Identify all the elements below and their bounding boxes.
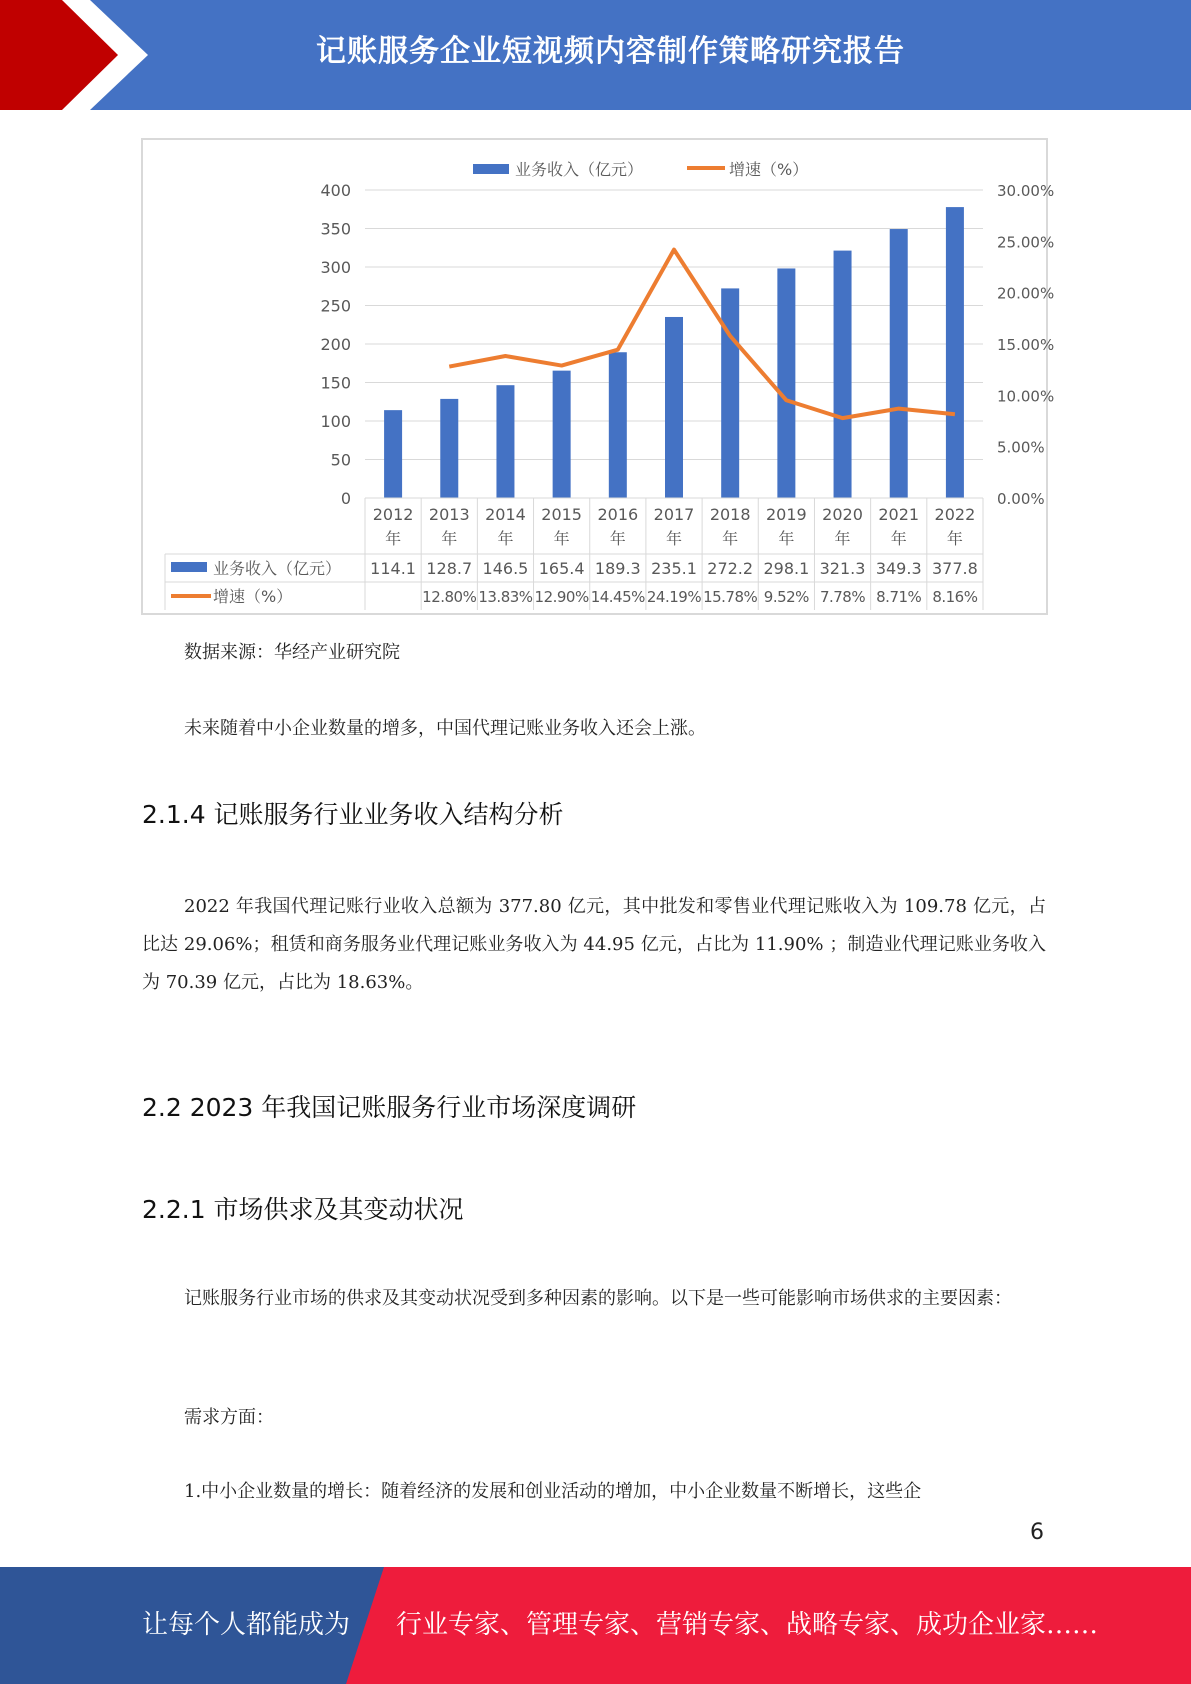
- y-right-tick-label: 20.00%: [997, 284, 1055, 303]
- x-tick-label: 年: [665, 529, 683, 548]
- y-right-tick-label: 5.00%: [997, 438, 1045, 457]
- x-tick-label: 年: [609, 529, 626, 548]
- bar-data-label: 349.3: [875, 559, 922, 578]
- page-footer: [0, 1567, 1191, 1684]
- bar-data-label: 165.4: [538, 559, 585, 578]
- section-heading: 2.2 2023 年我国记账服务行业市场深度调研: [142, 1093, 637, 1122]
- line-data-label: 9.52%: [763, 588, 809, 606]
- page-header: [0, 0, 1191, 110]
- bar: [440, 399, 458, 498]
- y-left-tick-label: 100: [320, 412, 351, 431]
- paragraph: 未来随着中小企业数量的增多，中国代理记账业务收入还会上涨。: [184, 718, 706, 739]
- y-left-tick-label: 0: [340, 489, 351, 508]
- line-data-label: 8.16%: [932, 588, 978, 606]
- y-left-tick-label: 400: [320, 181, 351, 200]
- y-right-tick-label: 0.00%: [997, 490, 1045, 508]
- y-left-tick-label: 200: [320, 335, 351, 354]
- x-tick-label: 年: [834, 529, 851, 548]
- legend-label: 增速（%）: [729, 160, 809, 179]
- x-tick-label: 2020: [822, 505, 863, 524]
- x-tick-label: 年: [497, 529, 514, 548]
- table-row-label: 增速（%）: [213, 587, 293, 606]
- x-tick-label: 2016: [597, 505, 639, 524]
- y-left-tick-label: 50: [330, 450, 351, 470]
- paragraph: 需求方面：: [184, 1407, 274, 1428]
- bar-data-label: 114.1: [370, 559, 416, 578]
- line-data-label: 13.83%: [478, 588, 533, 606]
- bar: [777, 268, 795, 498]
- legend-bar-key: [473, 164, 509, 174]
- x-tick-label: 年: [722, 529, 739, 548]
- footer-slogan-left: 让每个人都能成为: [142, 1610, 351, 1640]
- x-tick-label: 2015: [541, 505, 582, 524]
- bar: [834, 251, 852, 498]
- data-source-note: 数据来源：华经产业研究院: [184, 642, 400, 663]
- paragraph: 记账服务行业市场的供求及其变动状况受到多种因素的影响。以下是一些可能影响市场供求的主要因素：: [184, 1288, 1012, 1309]
- growth-rate-line: [449, 250, 955, 418]
- bar: [496, 385, 514, 498]
- y-right-tick-label: 10.00%: [997, 387, 1055, 406]
- bar: [665, 317, 683, 498]
- bar-data-label: 146.5: [482, 559, 529, 578]
- paragraph: 2022 年我国代理记账行业收入总额为 377.80 亿元，其中批发和零售业代理记账收入为 109.78 亿元，占比达 29.06%；租赁和商务服务业代理记账业务收入为 44.95 亿元，占比为 11.90% ；制造业代理记账业务收入为 70.39 亿元，占比为 18.63%。: [142, 896, 1046, 993]
- x-tick-label: 2021: [878, 505, 920, 524]
- line-data-label: 8.71%: [876, 588, 922, 606]
- x-tick-label: 2013: [428, 505, 470, 524]
- bar-data-label: 235.1: [651, 559, 697, 578]
- y-left-tick-label: 350: [320, 219, 351, 239]
- bar: [721, 288, 739, 498]
- x-tick-label: 2018: [709, 505, 751, 524]
- x-tick-label: 年: [890, 529, 907, 548]
- y-right-tick-label: 30.00%: [997, 182, 1055, 200]
- section-heading: 2.2.1 市场供求及其变动状况: [142, 1195, 464, 1224]
- y-left-tick-label: 150: [320, 373, 351, 393]
- bar-data-label: 321.3: [819, 559, 866, 578]
- bar: [890, 229, 908, 498]
- x-tick-label: 年: [778, 529, 795, 548]
- paragraph: 1.中小企业数量的增长：随着经济的发展和创业活动的增加，中小企业数量不断增长，这些企: [184, 1481, 922, 1502]
- x-tick-label: 2019: [766, 505, 807, 524]
- bar: [553, 371, 571, 498]
- line-data-label: 12.90%: [534, 588, 589, 606]
- x-tick-label: 2012: [372, 505, 414, 524]
- line-data-label: 15.78%: [703, 588, 758, 606]
- x-tick-label: 年: [553, 529, 570, 548]
- y-left-tick-label: 300: [320, 258, 351, 277]
- x-tick-label: 年: [385, 529, 402, 548]
- y-right-tick-label: 15.00%: [997, 336, 1055, 354]
- bar: [946, 207, 964, 498]
- bar: [384, 410, 402, 498]
- line-data-label: 24.19%: [646, 588, 702, 606]
- bar-data-label: 189.3: [594, 559, 641, 578]
- x-tick-label: 年: [441, 529, 458, 548]
- bar-data-label: 272.2: [707, 559, 754, 578]
- line-data-label: 14.45%: [590, 588, 645, 606]
- x-tick-label: 年: [946, 529, 963, 548]
- revenue-chart: [141, 138, 1055, 615]
- y-left-tick-label: 250: [320, 296, 351, 316]
- line-data-label: 7.78%: [819, 588, 866, 606]
- y-right-tick-label: 25.00%: [997, 233, 1055, 252]
- x-tick-label: 2017: [653, 505, 695, 524]
- bar-data-label: 128.7: [426, 559, 473, 578]
- footer-slogan-right: 行业专家、管理专家、营销专家、战略专家、成功企业家……: [396, 1610, 1099, 1640]
- table-row-label: 业务收入（亿元）: [213, 559, 342, 578]
- chart-svg: [143, 140, 1055, 613]
- x-tick-label: 2014: [485, 505, 526, 524]
- document-title: 记账服务企业短视频内容制作策略研究报告: [316, 34, 905, 69]
- bar-data-label: 298.1: [763, 559, 810, 578]
- x-tick-label: 2022: [934, 505, 976, 524]
- table-legend-bar-key: [171, 562, 207, 572]
- legend-label: 业务收入（亿元）: [515, 160, 644, 179]
- bar: [609, 352, 627, 498]
- bar-data-label: 377.8: [932, 559, 978, 578]
- section-heading: 2.1.4 记账服务行业业务收入结构分析: [142, 800, 564, 829]
- page-number: 6: [1030, 1520, 1044, 1545]
- line-data-label: 12.80%: [422, 588, 477, 606]
